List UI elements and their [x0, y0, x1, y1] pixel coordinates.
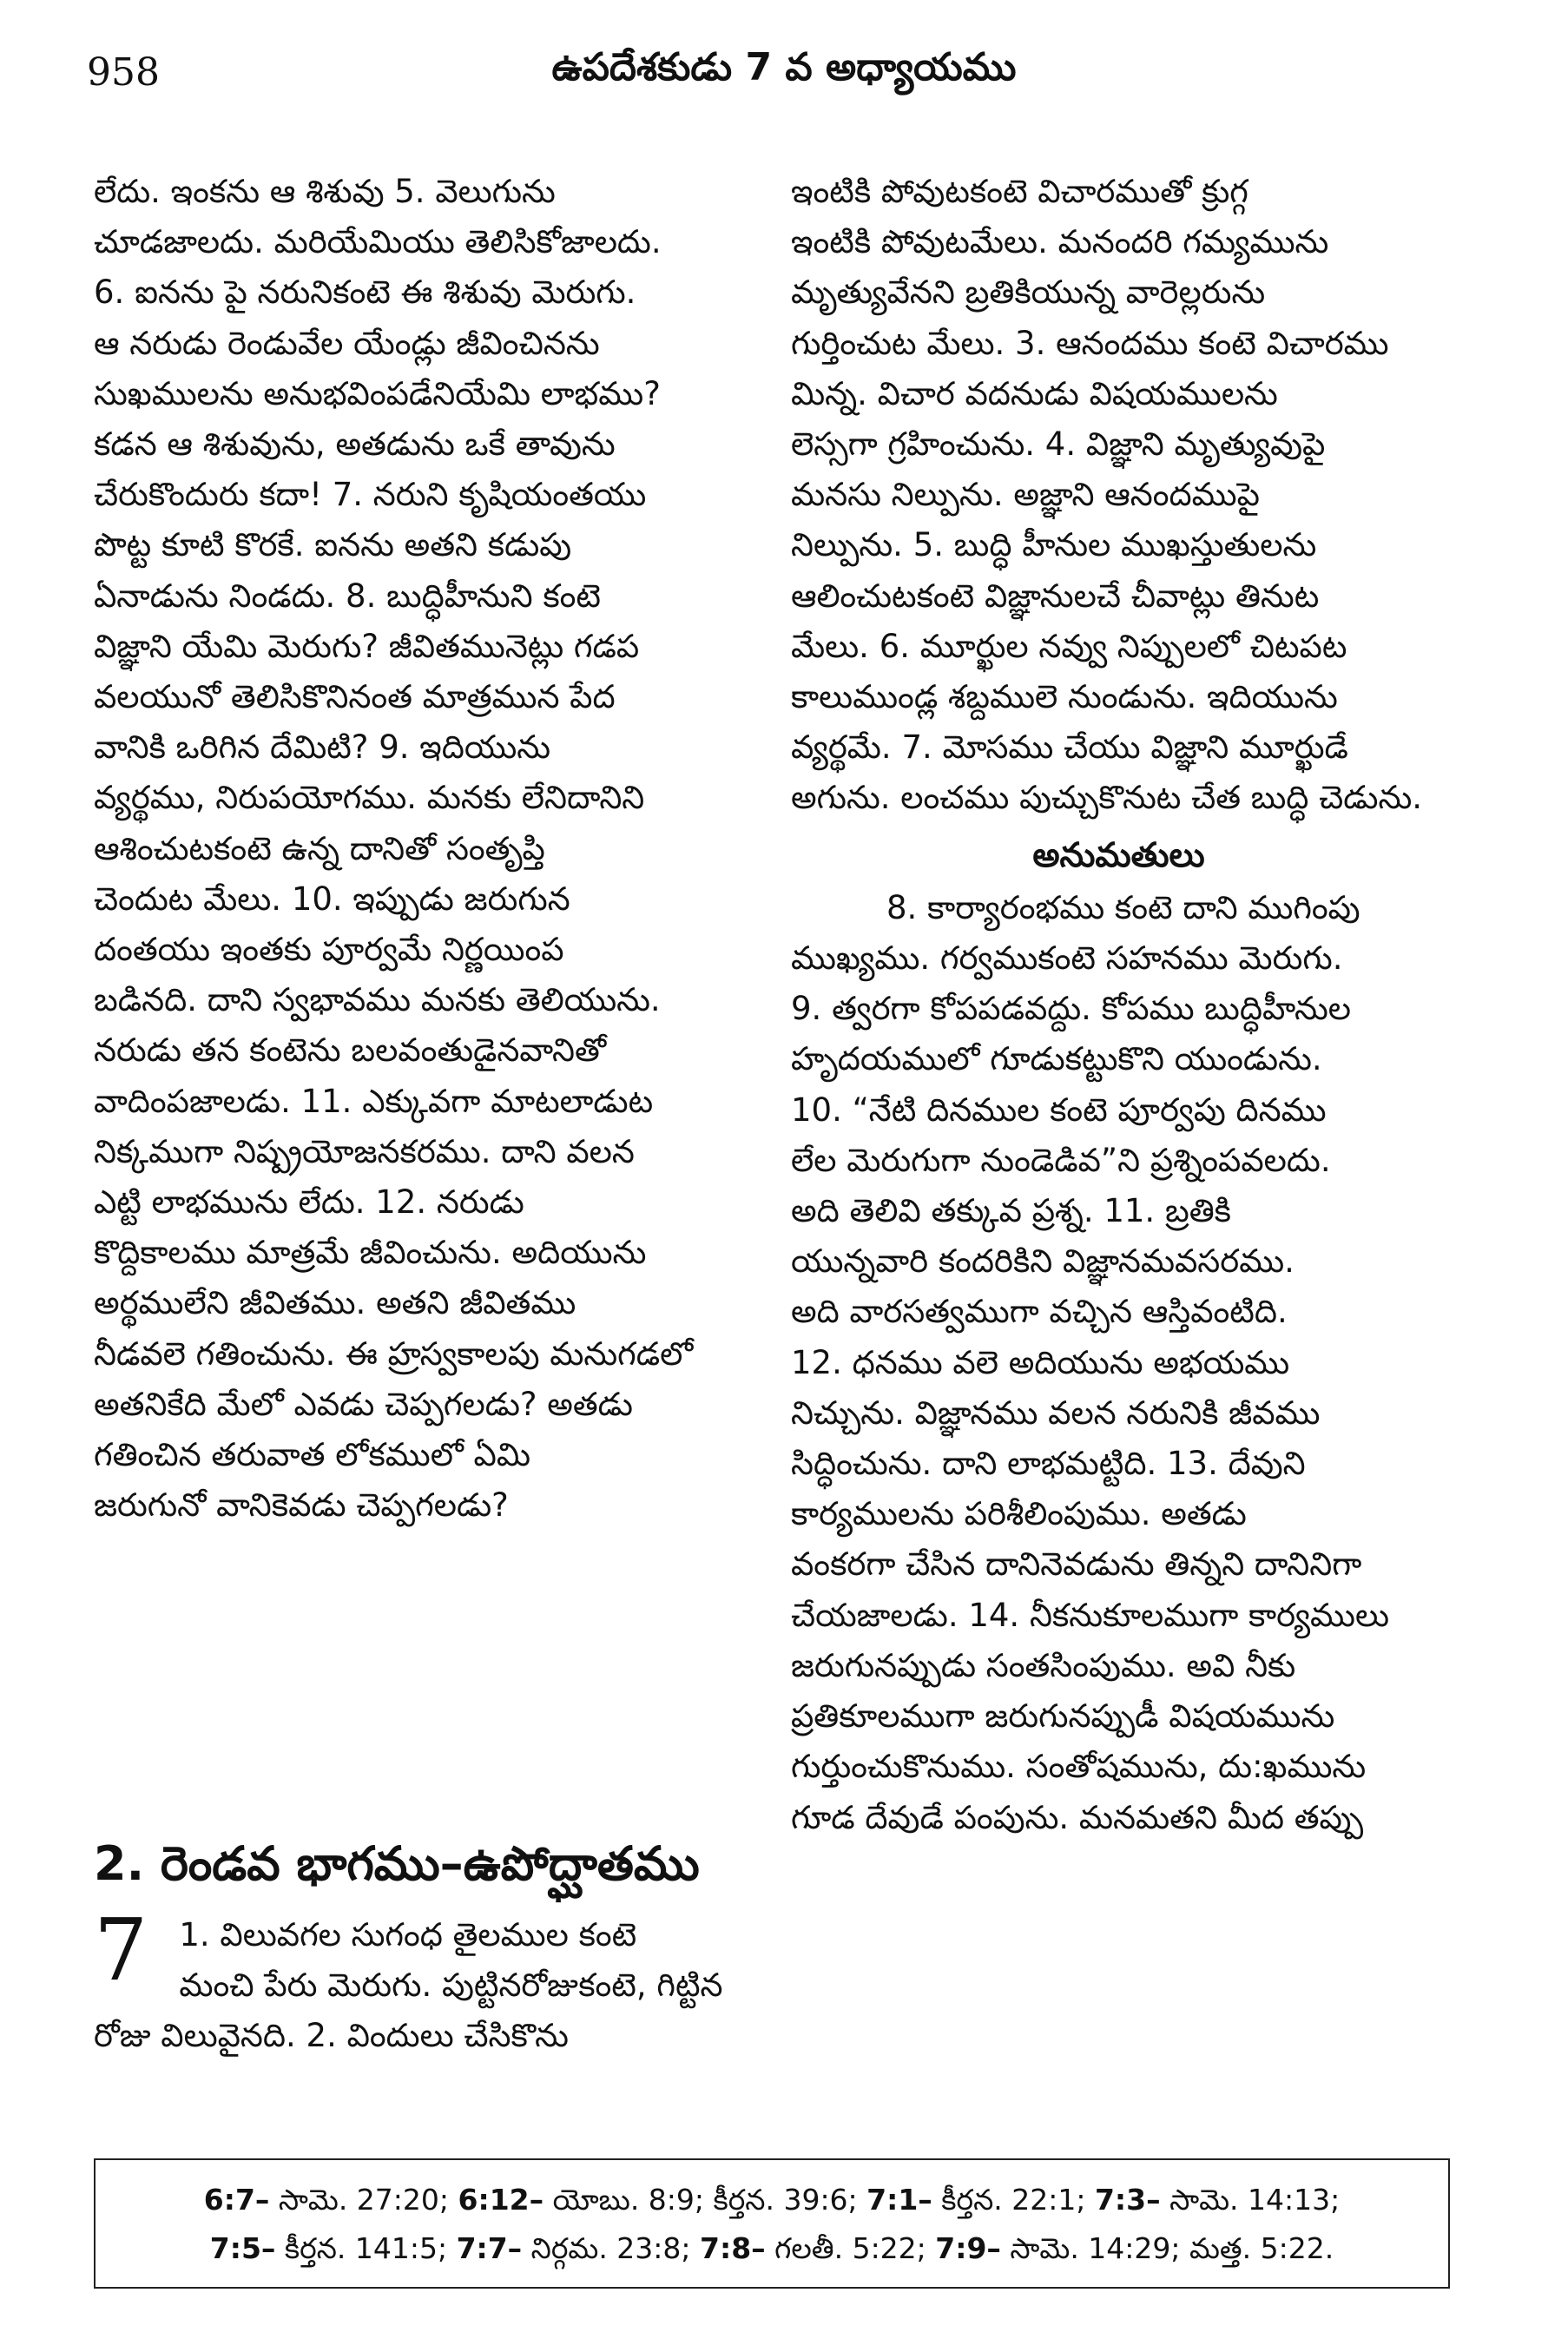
text-line: కడన ఆ శిశువును, అతడును ఒకే తావును [94, 425, 616, 464]
text-line: నీడవలె గతించును. ఈ హ్రస్వకాలపు మనుగడలో [94, 1334, 694, 1373]
chapter-number: 7 [94, 1901, 148, 2000]
footnote-box [94, 2158, 1450, 2289]
text-line: లేదు. ఇంకను ఆ శిశువు 5. వెలుగును [94, 173, 556, 210]
footnote-ref: 6:12– [458, 2183, 544, 2217]
footnote-ref: 7:8– [700, 2231, 766, 2265]
text-line: ప్రతికూలముగా జరుగునప్పుడీ విషయమును [791, 1697, 1335, 1736]
text-line: 8. కార్యారంభము కంటె దాని ముగింపు [886, 888, 1360, 926]
text-line: ఎట్టి లాభమును లేదు. 12. నరుడు [94, 1183, 524, 1222]
footnote-text: సామె. 27:20; [269, 2183, 458, 2217]
text-line: చెందుట మేలు. 10. ఇప్పుడు జరుగున [94, 880, 570, 918]
text-line: చేరుకొందురు కదా! 7. నరుని కృషియంతయు [94, 476, 647, 514]
text-line: నిక్కముగా నిష్ప్రయోజనకరము. దాని వలన [94, 1132, 635, 1170]
text-line: 12. ధనము వలె అదియును అభయము [791, 1343, 1290, 1381]
text-line: 10. “నేటి దినముల కంటె పూర్వపు దినము [791, 1090, 1327, 1129]
text-line: చేయజాలడు. 14. నీకనుకూలముగా కార్యములు [791, 1596, 1390, 1634]
text-line: వానికి ఒరిగిన దేమిటి? 9. ఇదియును [94, 728, 551, 767]
text-line: యున్నవారి కందరికిని విజ్ఞానమవసరము. [791, 1242, 1295, 1281]
right-column-paragraph [791, 167, 1446, 824]
footnote-text: గలతీ. 5:22; [765, 2231, 936, 2265]
text-line: ఆలించుటకంటె విజ్ఞానులచే చీవాట్లు తినుట [791, 576, 1320, 615]
text-line: విజ్ఞాని యేమి మెరుగు? జీవితమునెట్లు గడప [94, 627, 640, 665]
text-line: అది వారసత్వముగా వచ్చిన ఆస్తివంటిది. [791, 1293, 1288, 1331]
subheading: అనుమతులు [1032, 835, 1205, 875]
text-line: మిన్న. విచార వదనుడు విషయములను [791, 374, 1278, 412]
text-line: బడినది. దాని స్వభావము మనకు తెలియును. [94, 981, 661, 1019]
footnote-ref: 7:3– [1094, 2183, 1161, 2217]
right-column-paragraph [791, 933, 1446, 1843]
footnote-text: నిర్గమ. 23:8; [522, 2231, 701, 2265]
text-line: వలయునో తెలిసికొనినంత మాత్రమున పేద [94, 678, 616, 716]
text-line: రోజు విలువైనది. 2. విందులు చేసికొను [94, 2017, 569, 2054]
text-line: చూడజాలదు. మరియేమియు తెలిసికోజాలదు. [94, 223, 662, 261]
text-line: ఆశించుటకంటె ఉన్న దానితో సంతృప్తి [94, 829, 545, 867]
text-line: అగును. లంచము పుచ్చుకొనుట చేత బుద్ధి చెడును. [791, 779, 1423, 817]
footnote-ref: 7:7– [456, 2231, 523, 2265]
text-line: వంకరగా చేసిన దానినెవడును తిన్నని దానినిగా [791, 1545, 1362, 1584]
text-line: కాలుముండ్ల శబ్దములె నుండును. ఇదియును [791, 678, 1338, 716]
text-line: ఇంటికి పోవుటమేలు. మనందరి గమ్యమును [791, 223, 1329, 261]
text-line: గూడ దేవుడే పంపును. మనమతని మీద తప్పు [791, 1798, 1364, 1836]
footnote-ref: 7:1– [866, 2183, 932, 2217]
text-line: జరుగునో వానికెవడు చెప్పగలడు? [94, 1486, 509, 1525]
chapter-lines [94, 1901, 749, 2061]
footnote-ref: 6:7– [203, 2183, 270, 2217]
text-line: అది తెలివి తక్కువ ప్రశ్న. 11. బ్రతికి [791, 1192, 1231, 1230]
text-line: లేల మెరుగుగా నుండెడివ”ని ప్రశ్నింపవలదు. [791, 1141, 1331, 1179]
text-line: ముఖ్యము. గర్వముకంటె సహనము మెరుగు. [791, 939, 1343, 978]
text-line: కొద్దికాలము మాత్రమే జీవించును. అదియును [94, 1234, 647, 1272]
text-line: లెస్సగా గ్రహించును. 4. విజ్ఞాని మృత్యువుపై [791, 425, 1326, 464]
footnote-text: యోబు. 8:9; కీర్తన. 39:6; [544, 2183, 867, 2217]
text-line: హృదయములో గూడుకట్టుకొని యుండును. [791, 1040, 1322, 1078]
footnote-ref: 7:5– [209, 2231, 276, 2265]
text-line: గుర్తించుట మేలు. 3. ఆనందము కంటె విచారము [791, 324, 1389, 362]
chapter-opening [94, 1901, 749, 2061]
text-line: గతించిన తరువాత లోకములో ఏమి [94, 1436, 530, 1474]
text-line: పొట్ట కూటి కొరకే. ఐనను అతని కడుపు [94, 526, 572, 564]
text-line: వ్యర్థము, నిరుపయోగము. మనకు లేనిదానిని [94, 779, 645, 817]
text-line: 1. విలువగల సుగంధ తైలముల కంటె [179, 1916, 637, 1953]
footnote-text: కీర్తన. 141:5; [275, 2231, 457, 2265]
text-line: మేలు. 6. మూర్ఖుల నవ్వు నిప్పులలో చిటపట [791, 627, 1347, 665]
text-line: నరుడు తన కంటెను బలవంతుడైనవానితో [94, 1031, 607, 1070]
text-line: ఆ నరుడు రెండువేల యేండ్లు జీవించినను [94, 324, 600, 362]
footnote-text: సామె. 14:29; మత్త. 5:22. [1000, 2231, 1334, 2265]
text-line: సిద్ధించును. దాని లాభమట్టిది. 13. దేవుని [791, 1445, 1306, 1483]
right-column [791, 167, 1446, 1843]
text-line: అర్థములేని జీవితము. అతని జీవితము [94, 1284, 576, 1322]
text-line: అతనికేది మేలో ఎవడు చెప్పగలడు? అతడు [94, 1385, 633, 1423]
text-line: వ్యర్థమే. 7. మోసము చేయు విజ్ఞాని మూర్ఖుడే [791, 728, 1348, 767]
footnote-text: కీర్తన. 22:1; [932, 2183, 1095, 2217]
text-line: ఇంటికి పోవుటకంటె విచారముతో క్రుగ్గ [791, 173, 1248, 210]
text-line: జరుగునప్పుడు సంతసింపుము. అవి నీకు [791, 1646, 1296, 1684]
text-line: 6. ఐనను పై నరునికంటె ఈ శిశువు మెరుగు. [94, 273, 636, 312]
text-line: సుఖములను అనుభవింపడేనియేమి లాభము? [94, 374, 661, 412]
text-line: మంచి పేరు మెరుగు. పుట్టినరోజుకంటె, గిట్టిన [179, 1967, 723, 2004]
text-line: మనసు నిల్పును. అజ్ఞాని ఆనందముపై [791, 476, 1260, 514]
text-line: కార్యములను పరిశీలింపుము. అతడు [791, 1495, 1247, 1533]
page-number: 958 [87, 50, 160, 95]
footnote-ref: 7:9– [935, 2231, 1001, 2265]
text-line: ఏనాడును నిండదు. 8. బుద్ధిహీనుని కంటె [94, 576, 601, 615]
text-line: వాదింపజాలడు. 11. ఎక్కువగా మాటలాడుట [94, 1082, 654, 1120]
text-line: గుర్తుంచుకొనుము. సంతోషమును, దు:ఖమును [791, 1748, 1367, 1786]
text-line: దంతయు ఇంతకు పూర్వమే నిర్ణయింప [94, 931, 564, 969]
text-line: 9. త్వరగా కోపపడవద్దు. కోపము బుద్ధిహీనుల [791, 990, 1352, 1028]
text-line: మృత్యువేనని బ్రతికియున్న వారెల్లరును [791, 273, 1266, 312]
left-column [94, 167, 749, 1531]
footnote-text: సామె. 14:13; [1160, 2183, 1341, 2217]
text-line: నిచ్చును. విజ్ఞానము వలన నరునికి జీవము [791, 1393, 1321, 1432]
text-line: నిల్పును. 5. బుద్ధి హీనుల ముఖస్తుతులను [791, 526, 1317, 564]
section-heading: 2. రెండవ భాగము–ఉపోద్ఘాతము [94, 1836, 700, 1891]
running-title: ఉపదేశకుడు 7 వ అధ్యాయము [551, 45, 1017, 89]
